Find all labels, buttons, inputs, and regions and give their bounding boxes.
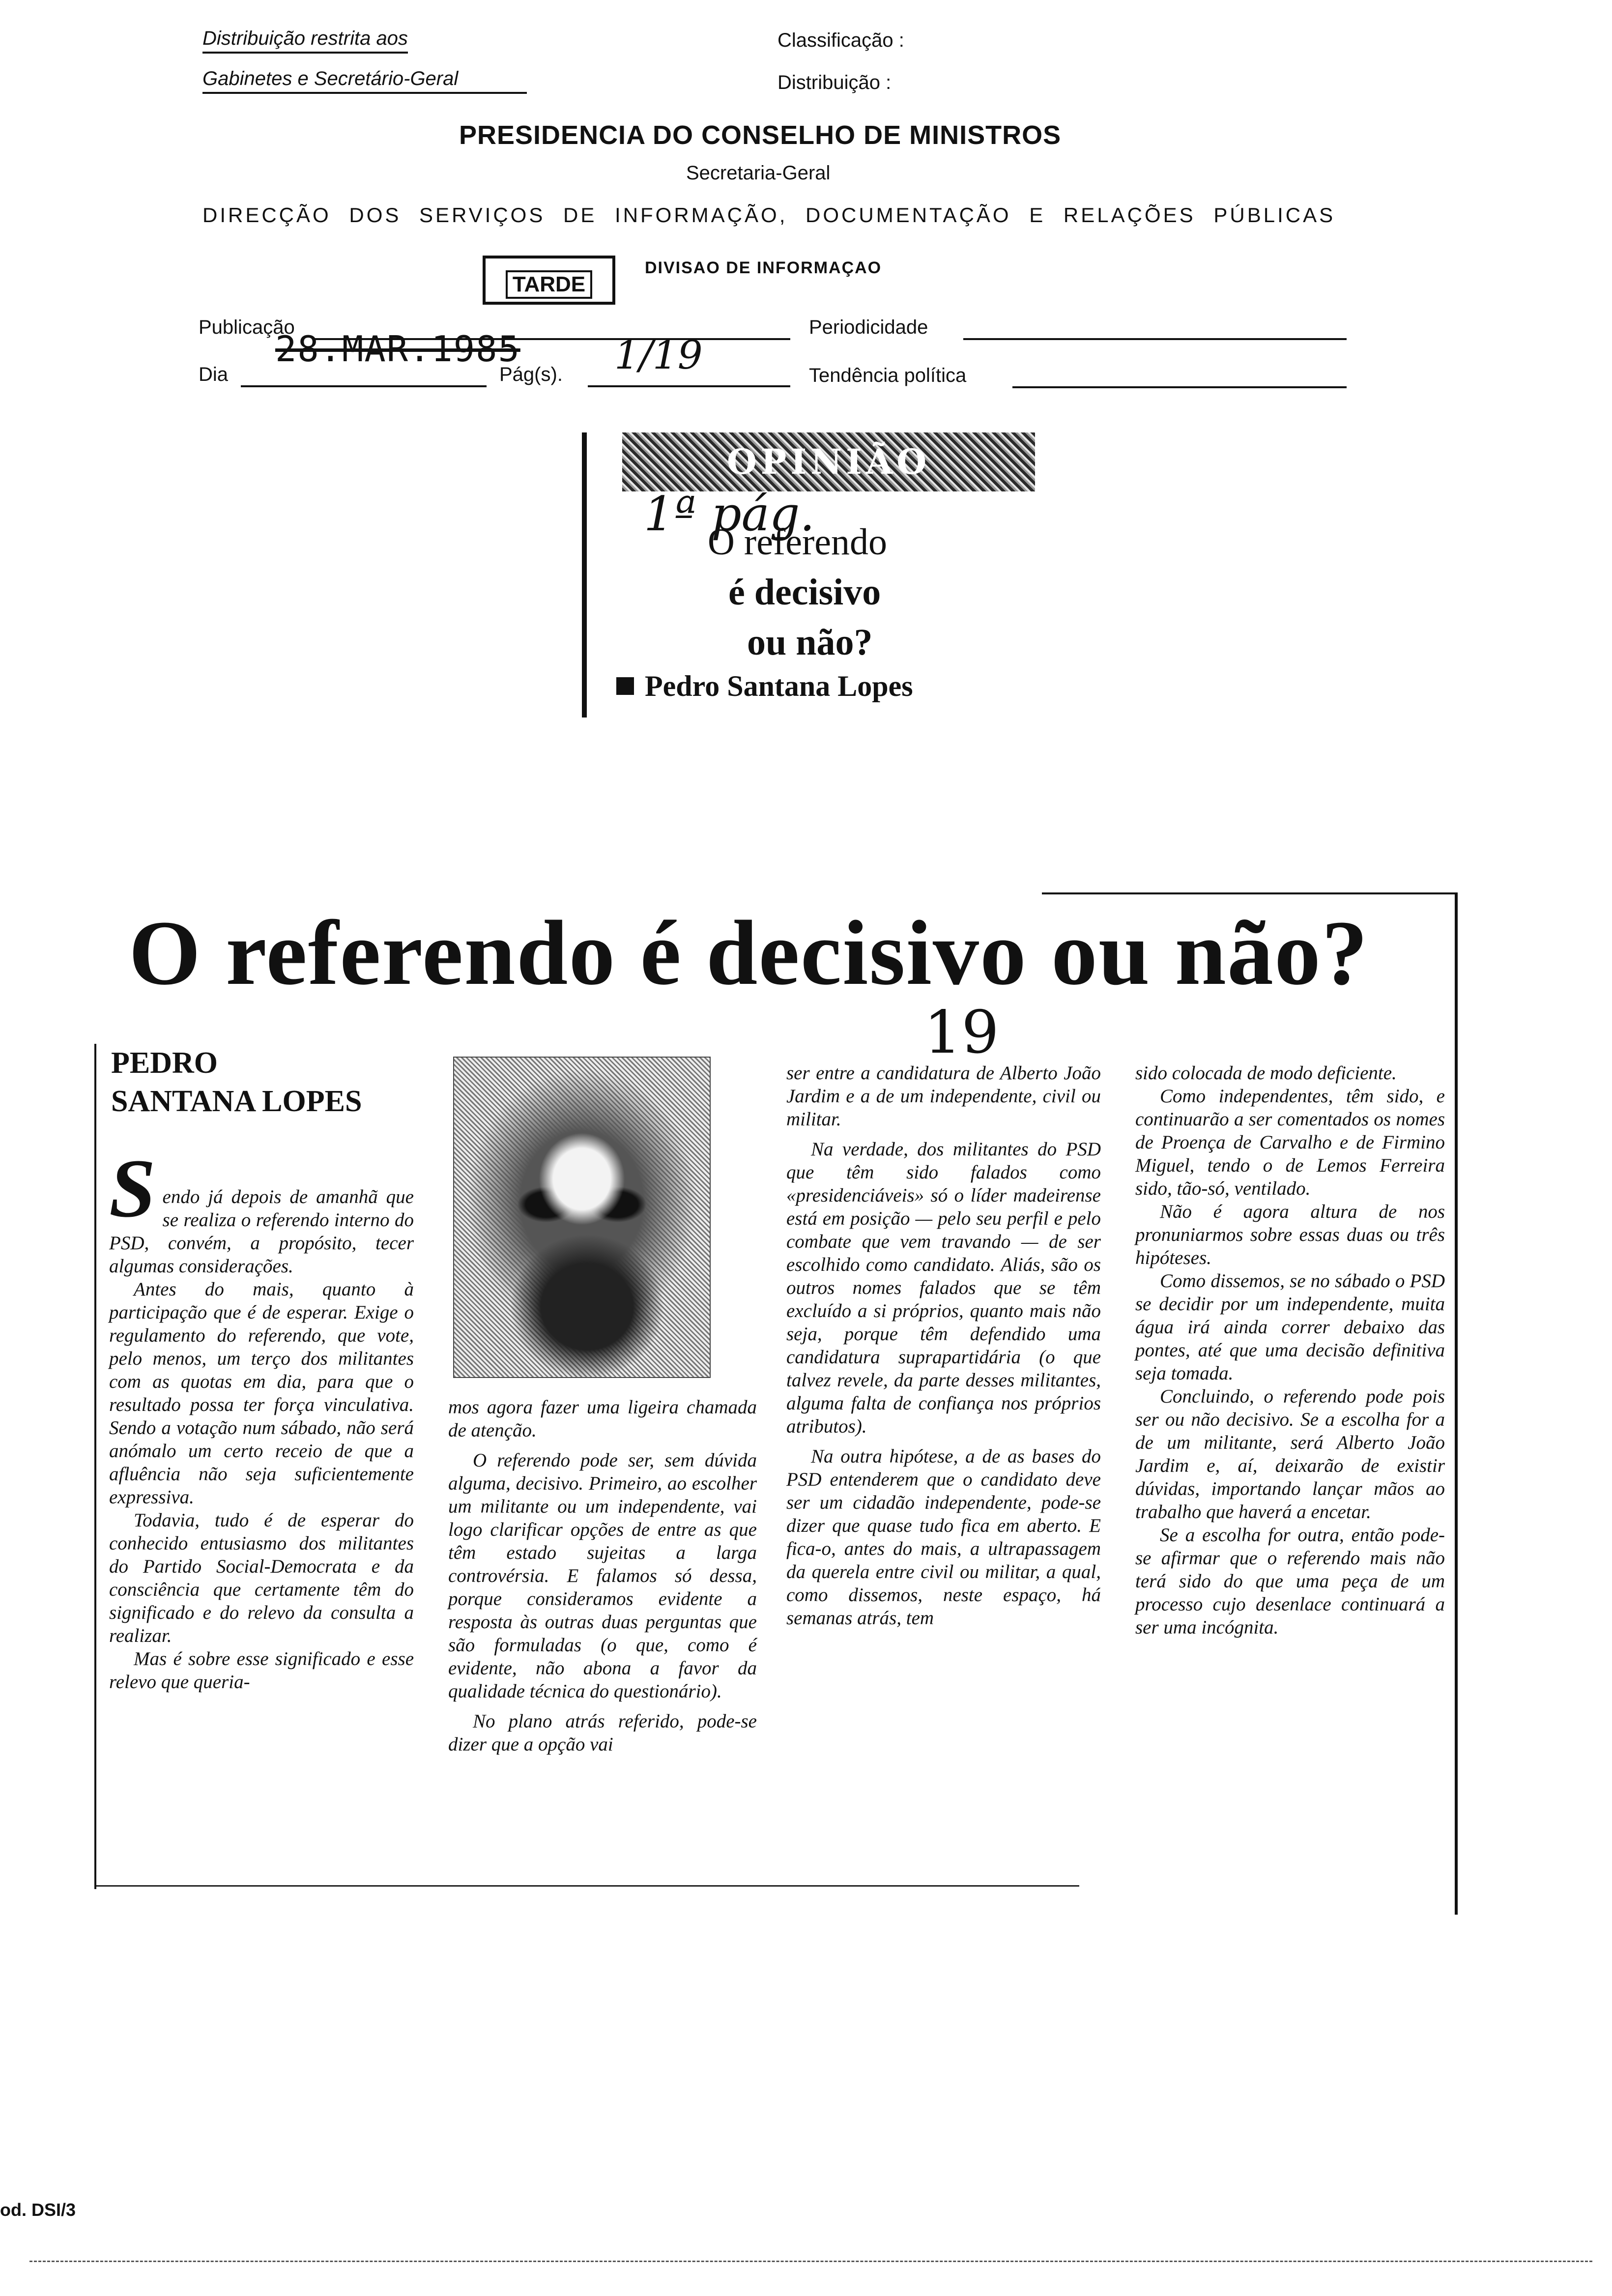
article-right-rule [1455,892,1458,1915]
dia-label: Dia [199,364,229,385]
column-3 [786,1062,1101,1630]
form-code: od. DSI/3 [0,2200,76,2220]
byline-line2: SANTANA LOPES [111,1085,362,1118]
column1-paragraph-1: endo já depois de amanhã que se realiza o referendo interno do PSD, convém, a propósito, tecer algumas considerações. [109,1186,414,1277]
pags-label: Pág(s). [499,364,563,385]
date-stamp: 28.MAR.1985 [275,328,520,370]
teaser-title-line1: O referendo [708,521,888,563]
column3-paragraph-2: Na verdade, dos militantes do PSD que têm sido falados como «presidenciáveis» só o líder madeirense está em posição — pelo seu perfil e pelo combate que vem travando — de ser escolhido como candidato. Aliás, são os outros nomes falados que se têm excluído a si próprios, quanto mais não seja, porque têm defendido uma candidatura suprapartidária (o que talvez revele, da parte desses militantes, alguma falta de confiança nos próprios atributos). [786,1139,1101,1437]
article-bottom-rule [96,1885,1079,1887]
teaser-title-line2: é decisivo [728,572,881,613]
column-2 [448,1396,757,1756]
column1-paragraph-3: Todavia, tudo é de esperar do conhecido entusiasmo dos militantes do Partido Social-Democrata e da consciência que certamente têm do significado e do relevo da consulta a realizar. [109,1510,414,1646]
column4-paragraph-4: Como dissemos, se no sábado o PSD se decidir por um independente, muita água irá ainda correr debaixo das pontes, até que uma decisão definitiva seja tomada. [1135,1270,1445,1384]
article-headline: O referendo é decisivo ou não? [129,901,1369,1004]
direccao-servicos: DIRECÇÃO DOS SERVIÇOS DE INFORMAÇÃO, DOCUMENTAÇÃO E RELAÇÕES PÚBLICAS [202,203,1336,227]
distribuicao-label: Distribuição : [777,72,892,93]
teaser-handwritten-note: 1ª pág. [644,487,815,542]
divisao-informacao: DIVISAO DE INFORMAÇAO [645,258,882,277]
author-photo [453,1057,711,1378]
bottom-scan-edge [29,2261,1592,2262]
dropcap: S [109,1142,156,1234]
column3-paragraph-3: Na outra hipótese, a de as bases do PSD entenderem que o candidato deve ser um cidadão independente, pode-se dizer que quase tudo fica em aberto. E fica-o, antes do mais, a ultrapassagem da querela entre civil ou militar, a qual, como dissemos, neste espaço, há semanas atrás, tem [786,1446,1101,1629]
presidency-title: PRESIDENCIA DO CONSELHO DE MINISTROS [459,120,1062,150]
column4-paragraph-6: Se a escolha for outra, então pode-se afirmar que o referendo mais não terá sido do que uma peça de um processo cujo desenlace continuará a ser uma incógnita. [1135,1524,1445,1638]
column1-left-rule [94,1044,96,1889]
column3-paragraph-1: ser entre a candidatura de Alberto João Jardim e a de um independente, civil ou militar. [786,1062,1101,1130]
article-page-mark: 19 [924,999,999,1067]
column-1 [109,1142,414,1693]
teaser-rule [582,432,587,718]
column4-paragraph-2: Como independentes, têm sido, e continuarão a ser comentados os nomes de Proença de Carvalho e de Firmino Miguel, tendo o de Lemos Ferreira sido, tão-só, ventilado. [1135,1086,1445,1199]
secretaria-geral: Secretaria-Geral [686,162,831,184]
column4-paragraph-1: sido colocada de modo deficiente. [1135,1062,1397,1084]
tarde-stamp-text: TARDE [506,270,592,299]
classificacao-label: Classificação : [777,29,904,51]
column2-paragraph-2: O referendo pode ser, sem dúvida alguma, decisivo. Primeiro, ao escolher um militante ou um independente, vai logo clarificar opções de entre as que têm estado sujeitas a larga controvérsia. E falamos só dessa, porque consideramos evidente a resposta às outras duas perguntas que são formuladas (o que, como é evidente, não abona a favor da qualidade técnica do questionário). [448,1450,757,1702]
article-top-rule [1042,892,1455,894]
pags-handwritten: 1/19 [614,332,703,378]
column4-paragraph-5: Concluindo, o referendo pode pois ser ou não decisivo. Se a escolha for a de um militante, será Alberto João Jardim e, aí, deixarão de existir dúvidas, importando lançar mãos ao trabalho que haverá a encetar. [1135,1386,1445,1522]
column2-paragraph-1: mos agora fazer uma ligeira chamada de atenção. [448,1397,757,1441]
publicacao-label: Publicação [199,316,295,338]
pags-line [588,385,790,387]
column-4 [1135,1062,1445,1639]
column4-paragraph-3: Não é agora altura de nos pronuniarmos sobre essas duas ou três hipóteses. [1135,1201,1445,1268]
column1-paragraph-4: Mas é sobre esse significado e esse relevo que queria- [109,1648,414,1693]
dia-line [241,385,487,387]
teaser-title-line3: ou não? [747,622,873,663]
distribution-restricted-line2: Gabinetes e Secretário-Geral [202,68,527,94]
column2-paragraph-3: No plano atrás referido, pode-se dizer que a opção vai [448,1711,757,1755]
tendencia-line [1012,386,1347,388]
periodicidade-line [963,338,1347,340]
opiniao-banner: OPINIÃO [622,432,1035,491]
column1-paragraph-2: Antes do mais, quanto à participação que é de esperar. Exige o regulamento do referendo, que vote, pelo menos, um terço dos militantes com as quotas em dia, para que o resultado possa ter força vinculativa. Sendo a votação num sábado, não será anómalo um certo receio de que a afluência não seja suficientemente expressiva. [109,1279,414,1508]
distribution-restricted-line1: Distribuição restrita aos [202,28,408,54]
periodicidade-label: Periodicidade [809,316,928,338]
tarde-stamp [483,256,615,305]
author-bullet-icon [616,677,634,695]
teaser-author: Pedro Santana Lopes [645,670,913,702]
byline-line1: PEDRO [111,1046,218,1080]
tendencia-label: Tendência política [809,365,967,386]
